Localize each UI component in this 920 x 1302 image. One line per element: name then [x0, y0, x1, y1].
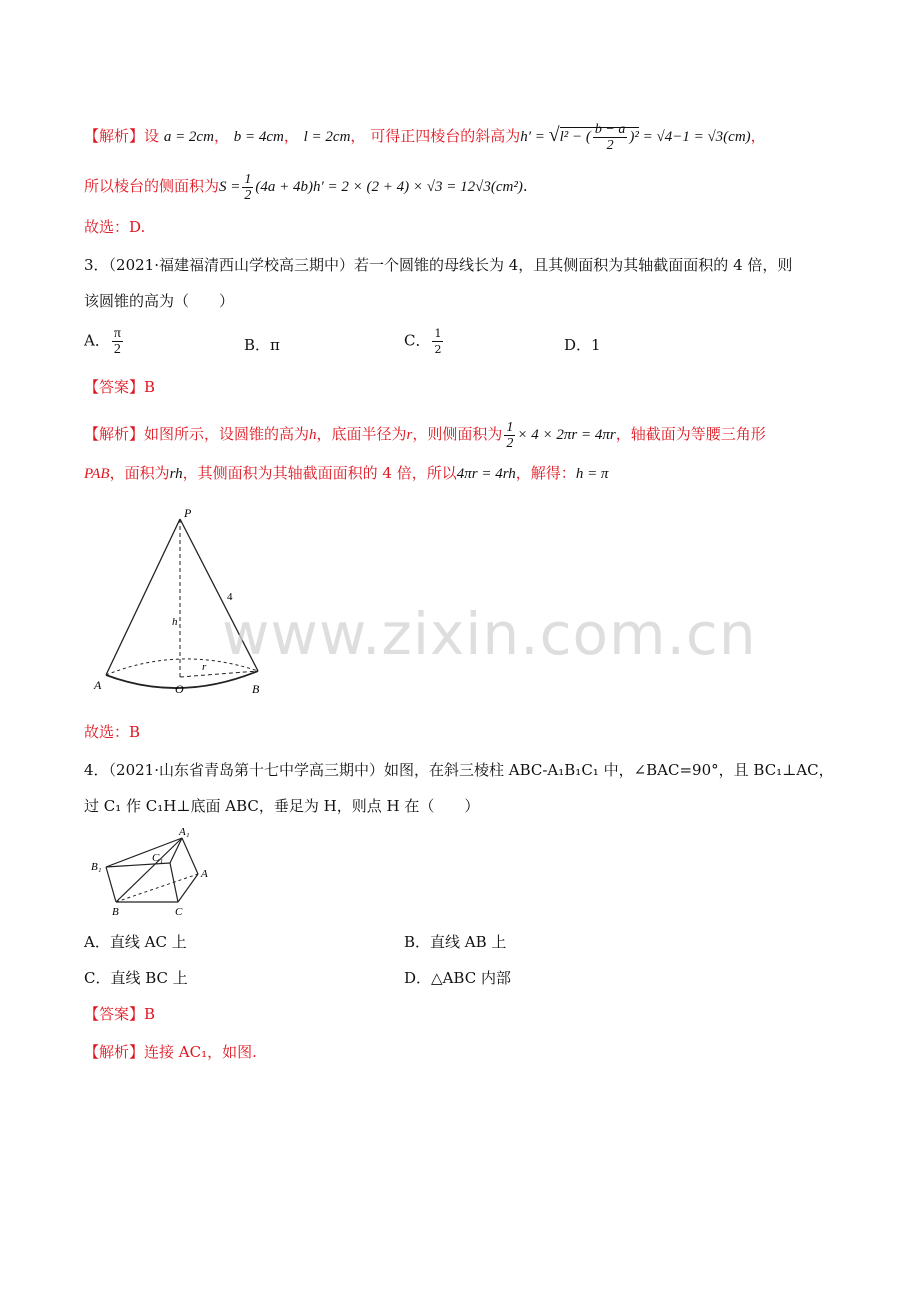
label-o: O	[175, 682, 184, 696]
q3-option-b: B．π	[244, 336, 280, 354]
q4-stem-line-1: 4．（2021·山东省青岛第十七中学高三期中）如图，在斜三棱柱 ABC-A₁B₁C₁ 中，∠BAC=90°，且 BC₁⊥AC，	[84, 761, 834, 779]
prev-analysis-line-1: 【解析】设 a = 2cm， b = 4cm， l = 2cm， 可得正四棱台的斜高为h′ = √l² − ( $\frac{b - a}{2}$ )² = √4−1 = √3(cm)，	[84, 122, 766, 153]
q4-answer: 【答案】B	[84, 1005, 156, 1023]
q4-option-b: B．直线 AB 上	[404, 933, 507, 951]
a-value: a = 2cm	[163, 128, 214, 145]
label-b-prism: B	[112, 906, 119, 918]
label-c1: C₁	[152, 852, 164, 864]
label-p: P	[184, 506, 192, 520]
lateral-area-formula: S = $\frac{1}{2}$ (4a + 4b)h′ = 2 × (2 + 4) × √3 = 12√3(cm²)	[219, 172, 523, 203]
label-b1: B₁	[91, 861, 102, 873]
q3-analysis-line-2: PAB，面积为rh，其侧面积为其轴截面面积的 4 倍，所以4πr = 4rh，解得：h = π	[84, 464, 609, 482]
q3-option-d: D．1	[564, 336, 601, 354]
q3-conclusion: 故选：B	[84, 723, 141, 741]
q4-analysis: 【解析】连接 AC₁，如图.	[84, 1043, 257, 1061]
q3-stem-line-2: 该圆锥的高为（ ）	[84, 292, 235, 310]
label-c-prism: C	[175, 906, 183, 918]
cone-edge-pa	[106, 519, 180, 675]
q3-analysis-line-1: 【解析】如图所示，设圆锥的高为h，底面半径为r，则侧面积为 $\frac{1}{2}$ × 4 × 2πr = 4πr，轴截面为等腰三角形	[84, 420, 766, 451]
label-r: r	[202, 661, 207, 673]
q3-option-a: A． $\frac{\pi}{2}$	[84, 326, 121, 357]
prev-analysis-line-2: 所以棱台的侧面积为S = $\frac{1}{2}$ (4a + 4b)h′ = 2 × (2 + 4) × √3 = 12√3(cm²).	[84, 172, 528, 203]
q3-option-c: C． $\frac{1}{2}$	[404, 327, 442, 356]
q4-stem-line-2: 过 C₁ 作 C₁H⊥底面 ABC，垂足为 H，则点 H 在（ ）	[84, 797, 480, 815]
label-h: h	[172, 616, 178, 628]
watermark: www.zixin.com.cn	[222, 600, 757, 668]
label-a-prism: A	[201, 868, 208, 880]
b-value: b = 4cm	[233, 128, 284, 145]
q3-answer: 【答案】B	[84, 378, 156, 396]
q4-option-c: C．直线 BC 上	[84, 969, 188, 987]
prism-figure	[88, 824, 228, 924]
prev-conclusion: 故选：D.	[84, 218, 146, 236]
label-4: 4	[227, 591, 233, 603]
q3-stem-line-1: 3．（2021·福建福清西山学校高三期中）若一个圆锥的母线长为 4，且其侧面积为其轴截面面积的 4 倍，则	[84, 256, 793, 274]
l-value: l = 2cm	[303, 128, 351, 145]
label-a1: A₁	[179, 826, 190, 838]
label-a: A	[94, 678, 102, 692]
label-b: B	[252, 682, 260, 696]
analysis-tag: 【解析】	[84, 126, 145, 145]
q4-option-d: D．△ABC 内部	[404, 969, 511, 987]
slant-height-formula: h′ = √l² − ( $\frac{b - a}{2}$ )² = √4−1 = √3(cm)	[520, 122, 751, 153]
q4-option-a: A．直线 AC 上	[84, 933, 187, 951]
